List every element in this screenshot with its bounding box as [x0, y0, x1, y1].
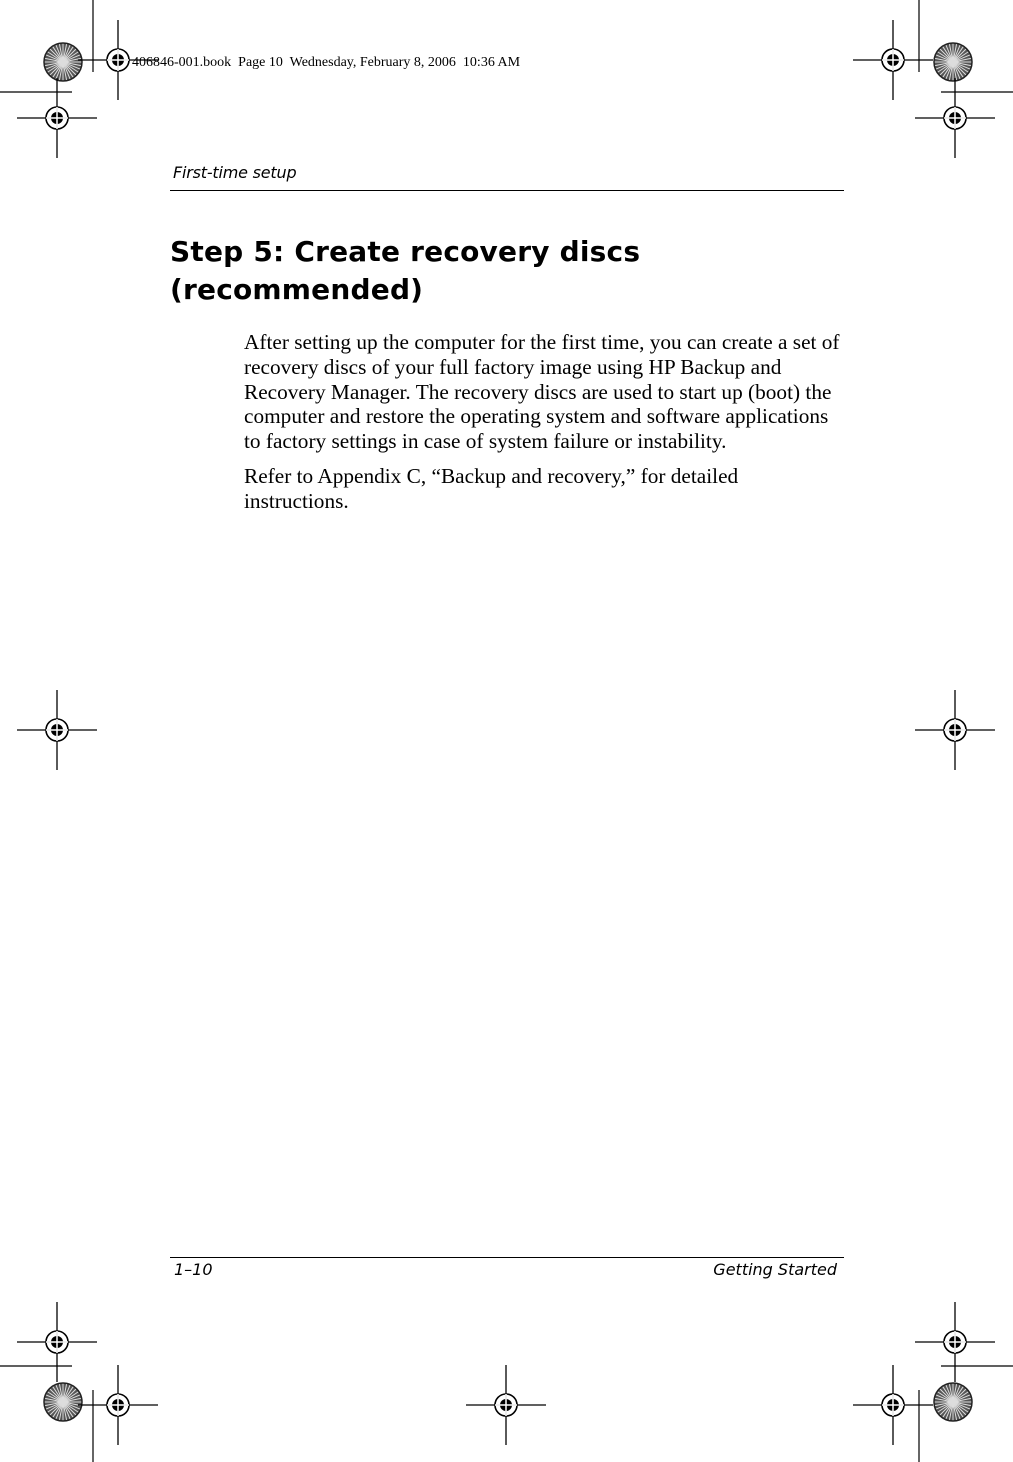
registration-mark-icon	[853, 1365, 933, 1445]
registration-mark-icon	[853, 20, 933, 100]
section-heading: Step 5: Create recovery discs (recommended)	[170, 235, 641, 306]
body-text	[244, 330, 842, 524]
registration-mark-icon	[17, 1302, 97, 1382]
book-title: Getting Started	[713, 1260, 837, 1279]
registration-mark-icon	[915, 1302, 995, 1382]
color-target-icon	[934, 43, 972, 81]
registration-mark-icon	[78, 1365, 158, 1445]
color-target-icon	[44, 1383, 82, 1421]
paragraph: Refer to Appendix C, “Backup and recovery,” for detailed instructions.	[244, 463, 739, 513]
print-slug-line: 406846-001.book Page 10 Wednesday, February 8, 2006 10:36 AM	[132, 55, 521, 70]
color-target-icon	[44, 43, 82, 81]
paragraph: After setting up the computer for the first time, you can create a set of recovery discs of your full factory image using HP Backup and Recovery Manager. The recovery discs are used to start up (boot) the computer and restore the operating system and software applications to factory settings in case of system failure or instability.	[244, 330, 840, 454]
footer-rule	[170, 1257, 844, 1258]
page-number: 1–10	[174, 1260, 213, 1279]
registration-mark-icon	[915, 690, 995, 770]
registration-mark-icon	[915, 78, 995, 158]
registration-mark-icon	[17, 78, 97, 158]
header-rule	[170, 190, 844, 191]
color-target-icon	[934, 1383, 972, 1421]
registration-mark-icon	[466, 1365, 546, 1445]
running-head: First-time setup	[173, 163, 297, 182]
registration-mark-icon	[17, 690, 97, 770]
